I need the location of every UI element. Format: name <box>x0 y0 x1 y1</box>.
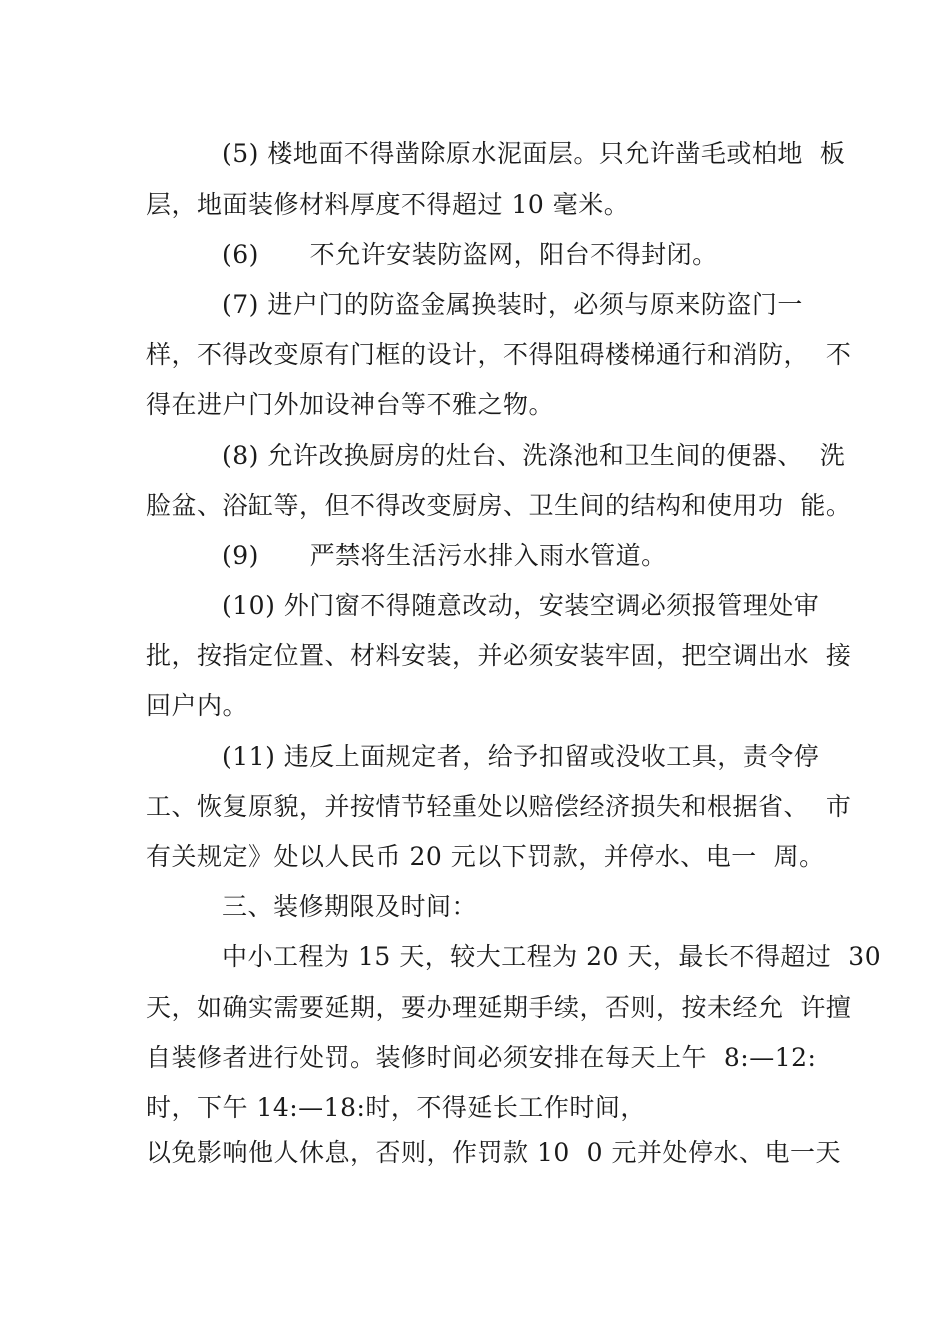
para-8-line-1: (8) 允许改换厨房的灶台、洗涤池和卫生间的便器、 洗 <box>222 441 846 470</box>
para-11-line-2: 工、恢复原貌，并按情节轻重处以赔偿经济损失和根据省、 市 <box>146 792 852 821</box>
para-8-line-2: 脸盆、浴缸等，但不得改变厨房、卫生间的结构和使用功 能。 <box>146 491 852 520</box>
para-10-line-2: 批，按指定位置、材料安装，并必须安装牢固，把空调出水 接 <box>146 641 852 670</box>
para-7-line-3: 得在进户门外加设神台等不雅之物。 <box>146 390 555 419</box>
section-3-line-4: 时，下午 14:—18:时，不得延长工作时间， <box>146 1093 646 1122</box>
para-6: (6) 不允许安装防盗网，阳台不得封闭。 <box>222 240 718 269</box>
para-10-line-3: 回户内。 <box>146 691 249 720</box>
section-3-line-1: 中小工程为 15 天，较大工程为 20 天，最长不得超过 30 <box>222 942 882 971</box>
text-span: (5) 楼地面不得凿除原水泥面层。只允许凿毛或柏地 板 <box>222 139 846 168</box>
section-3-line-5: 以免影响他人休息，否则，作罚款 10 0 元并处停水、电一天 <box>146 1138 842 1167</box>
section-3-heading: 三、装修期限及时间： <box>222 892 478 921</box>
para-11-line-3: 有关规定》处以人民币 20 元以下罚款，并停水、电一 周。 <box>146 842 825 871</box>
para-5-line-1 <box>222 138 846 170</box>
para-10-line-1: (10) 外门窗不得随意改动，安装空调必须报管理处审 <box>222 591 820 620</box>
para-9: (9) 严禁将生活污水排入雨水管道。 <box>222 541 667 570</box>
para-11-line-1: (11) 违反上面规定者，给予扣留或没收工具，责令停 <box>222 742 820 771</box>
para-7-line-2: 样，不得改变原有门框的设计，不得阻碍楼梯通行和消防， 不 <box>146 340 852 369</box>
section-3-line-2: 天，如确实需要延期，要办理延期手续，否则，按未经允 许擅 <box>146 993 852 1022</box>
section-3-line-3: 自装修者进行处罚。装修时间必须安排在每天上午 8:—12: <box>146 1043 817 1072</box>
para-5-line-2: 层，地面装修材料厚度不得超过 10 毫米。 <box>146 190 630 219</box>
para-7-line-1: (7) 进户门的防盗金属换装时，必须与原来防盗门一 <box>222 290 803 319</box>
